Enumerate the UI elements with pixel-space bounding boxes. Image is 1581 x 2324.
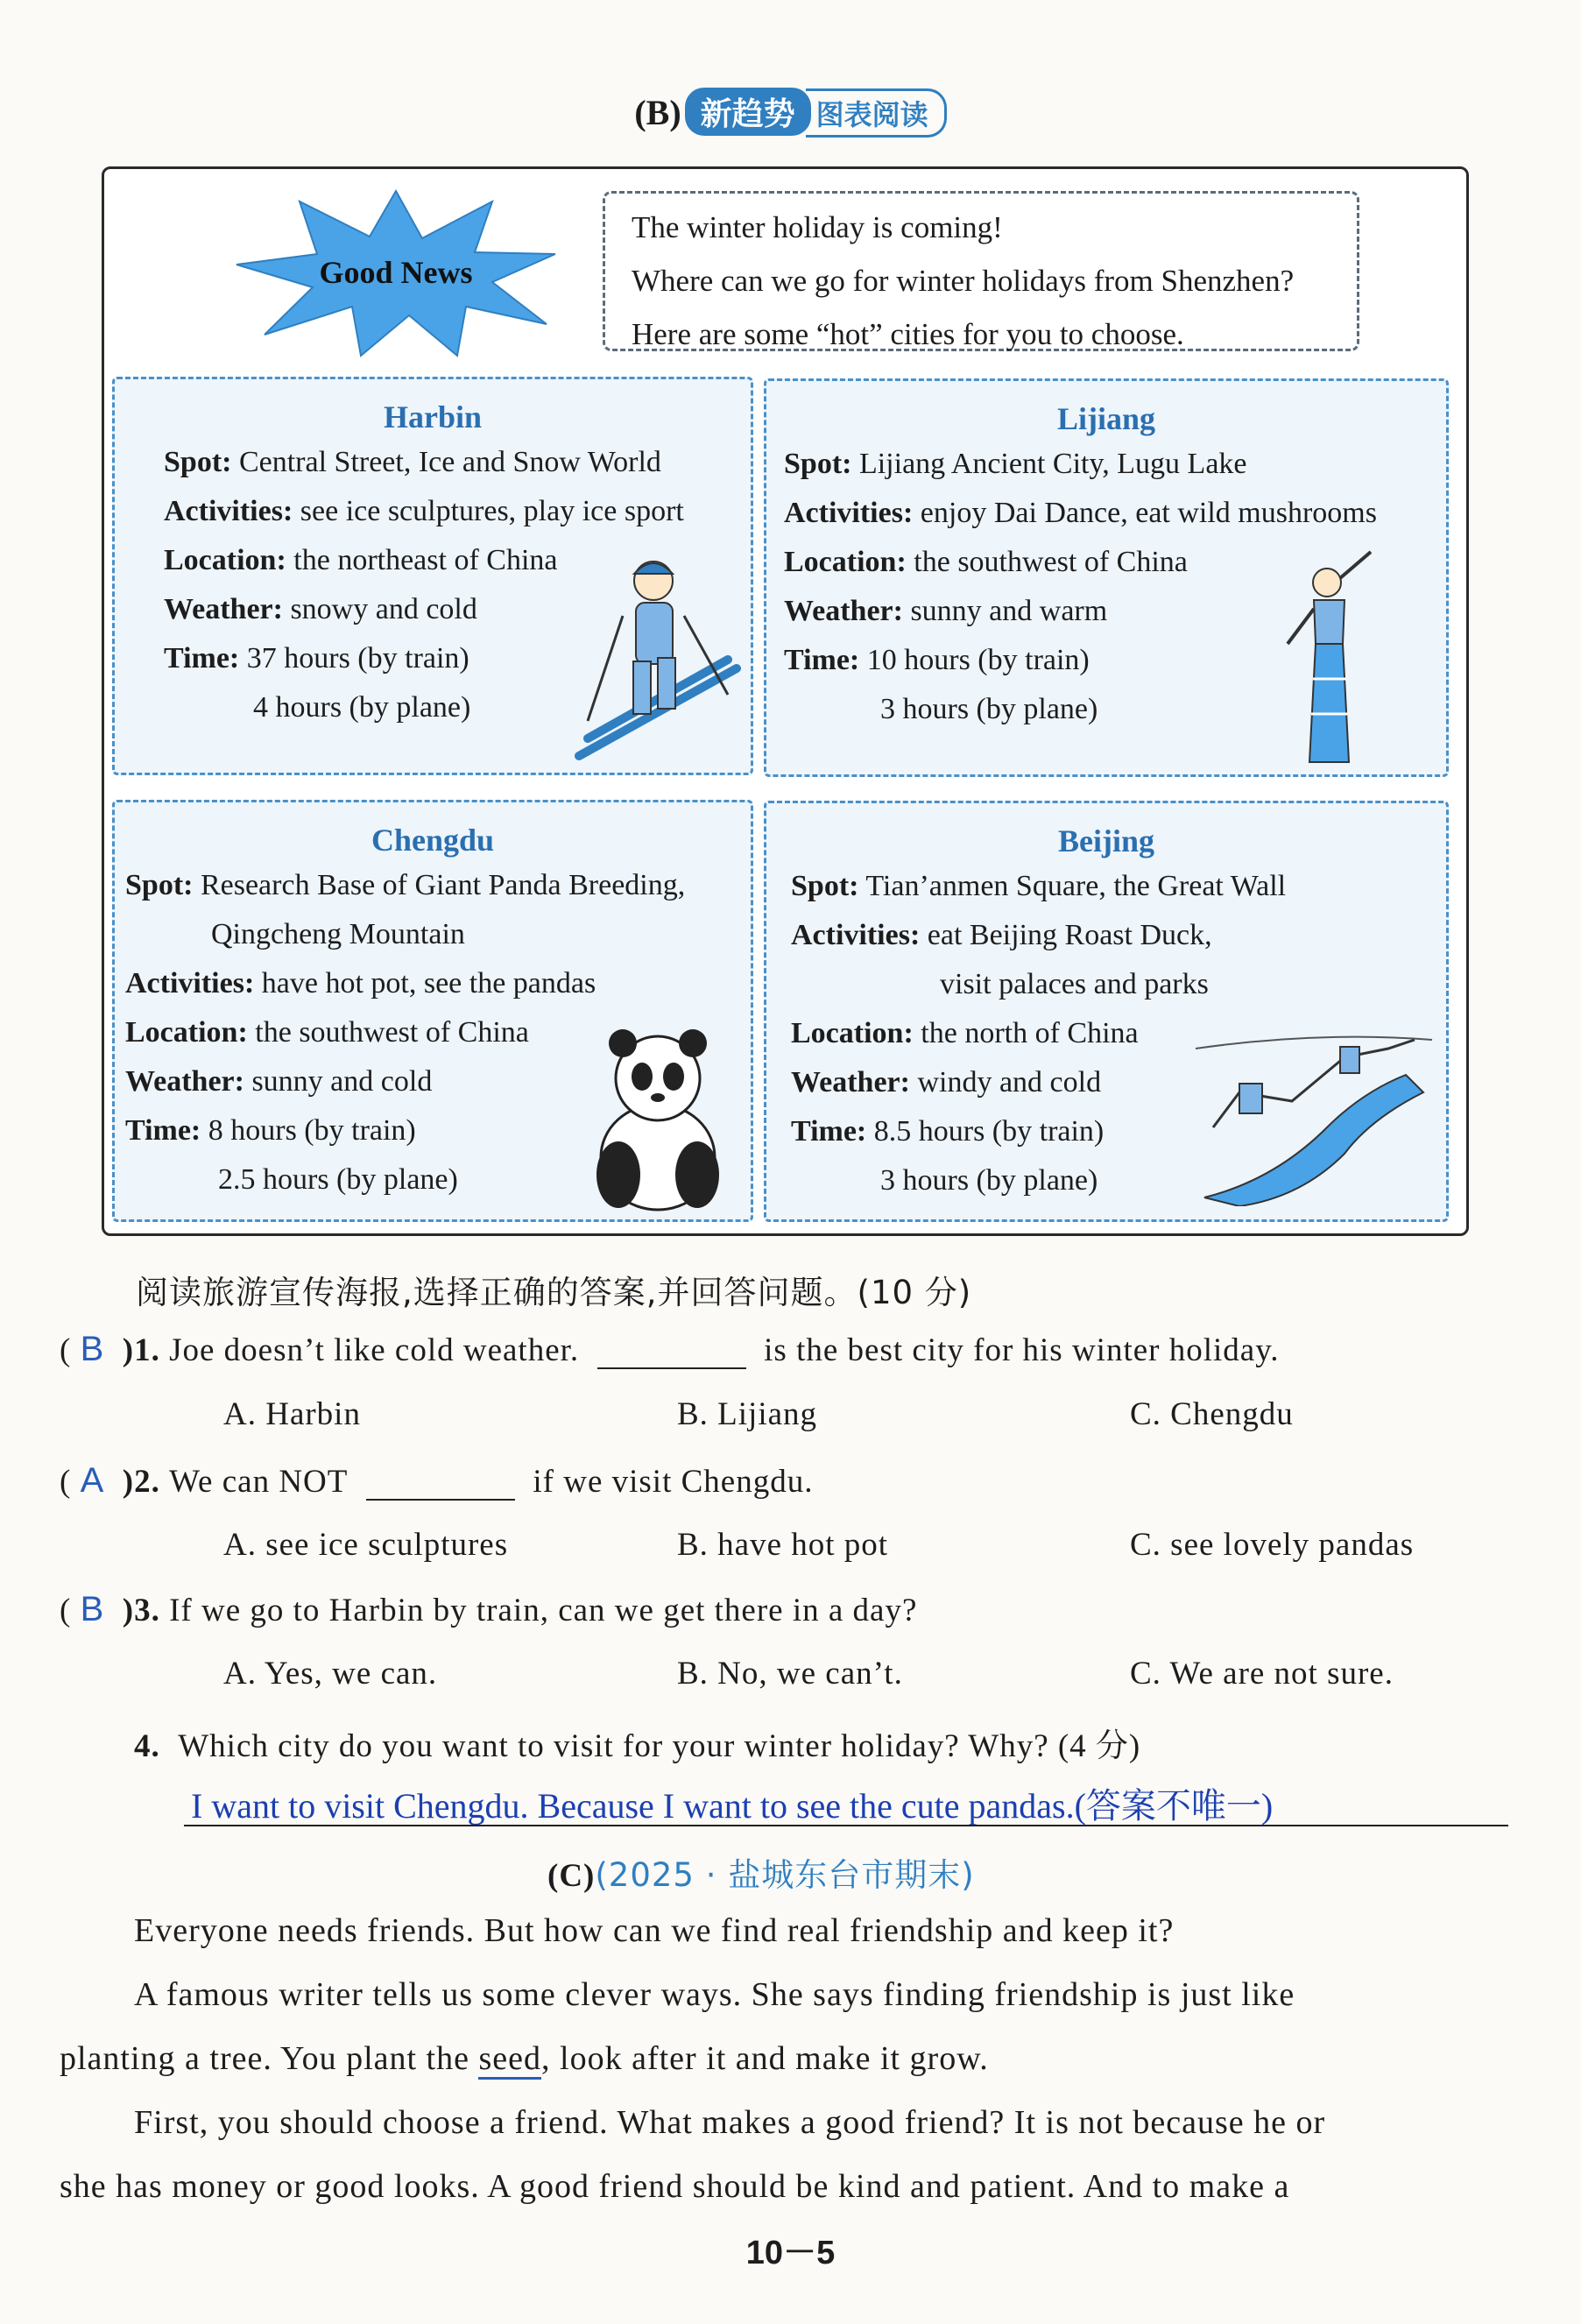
question-2: ( A )2. We can NOT if we visit Chengdu.: [60, 1461, 814, 1500]
section-c-header: [547, 1848, 975, 1896]
city-spot: Spot: Tian’anmen Square, the Great Wall: [791, 870, 1287, 902]
page-number: 10－5: [745, 2235, 836, 2271]
city-time-plane: 2.5 hours (by plane): [218, 1163, 458, 1196]
great-wall-icon: [1187, 1022, 1441, 1206]
section-b-tag-trend: 新趋势: [685, 88, 811, 136]
city-card-chengdu: [112, 800, 753, 1222]
question-3: ( B )3. If we go to Harbin by train, can we get there in a day?: [60, 1590, 918, 1628]
city-time-plane: 4 hours (by plane): [253, 691, 471, 724]
city-weather: Weather: sunny and cold: [125, 1065, 433, 1098]
q1-option-c[interactable]: C. Chengdu: [1130, 1396, 1294, 1432]
city-spot-continued: Qingcheng Mountain: [211, 918, 465, 950]
skier-icon: [561, 555, 745, 765]
city-card-lijiang: [764, 378, 1449, 777]
q2-option-a[interactable]: A. see ice sculptures: [223, 1527, 509, 1563]
section-b-label: (B): [634, 93, 681, 132]
city-name: Chengdu: [371, 823, 495, 858]
city-activities: Activities: see ice sculptures, play ice sport: [164, 495, 684, 527]
intro-line-1: The winter holiday is coming!: [632, 210, 1003, 244]
city-location: Location: the north of China: [791, 1017, 1139, 1049]
city-activities-continued: visit palaces and parks: [940, 968, 1209, 1000]
question-4: 4. Which city do you want to visit for your winter holiday? Why? (4 分): [134, 1728, 1141, 1764]
intro-line-3: Here are some “hot” cities for you to choose.: [632, 317, 1184, 351]
panda-icon: [579, 1026, 737, 1214]
q3-option-c[interactable]: C. We are not sure.: [1130, 1656, 1394, 1692]
section-c-source: (2025 · 盐城东台市期末): [595, 1856, 975, 1894]
section-b-tag-chart: 图表阅读: [806, 88, 947, 138]
city-activities: Activities: enjoy Dai Dance, eat wild mushrooms: [784, 497, 1377, 529]
city-time-train: Time: 8 hours (by train): [125, 1114, 416, 1147]
passage-line-2: A famous writer tells us some clever ways. She says finding friendship is just like: [134, 1976, 1295, 2013]
instruction: 阅读旅游宣传海报,选择正确的答案,并回答问题。(10 分): [136, 1274, 972, 1311]
city-activities: Activities: eat Beijing Roast Duck,: [791, 919, 1212, 951]
answer-blank[interactable]: [597, 1341, 746, 1369]
answer-mark: B: [80, 1330, 105, 1368]
good-news-badge: [229, 184, 562, 359]
q1-option-b[interactable]: B. Lijiang: [677, 1396, 818, 1432]
city-time-plane: 3 hours (by plane): [880, 1164, 1098, 1197]
city-weather: Weather: sunny and warm: [784, 595, 1108, 627]
city-time-plane: 3 hours (by plane): [880, 693, 1098, 725]
city-card-beijing: [764, 801, 1449, 1222]
question-1: ( B )1. Joe doesn’t like cold weather. is the best city for his winter holiday.: [60, 1330, 1280, 1368]
answer-blank[interactable]: [366, 1473, 515, 1501]
q2-option-b[interactable]: B. have hot pot: [677, 1527, 889, 1563]
answer-underline: [184, 1825, 1508, 1826]
section-c-label: (C): [547, 1858, 596, 1894]
city-name: Beijing: [1057, 823, 1154, 858]
city-time-train: Time: 8.5 hours (by train): [791, 1115, 1105, 1148]
city-location: Location: the southwest of China: [125, 1016, 529, 1049]
city-weather: Weather: windy and cold: [791, 1066, 1102, 1098]
city-spot: Spot: Central Street, Ice and Snow World: [164, 446, 661, 478]
city-spot: Spot: Lijiang Ancient City, Lugu Lake: [784, 448, 1247, 480]
q3-option-b[interactable]: B. No, we can’t.: [677, 1656, 903, 1692]
q3-option-a[interactable]: A. Yes, we can.: [223, 1656, 438, 1692]
answer-mark: A: [80, 1461, 105, 1500]
city-location: Location: the southwest of China: [784, 546, 1188, 578]
city-weather: Weather: snowy and cold: [164, 593, 477, 625]
city-activities: Activities: have hot pot, see the pandas: [125, 967, 596, 1000]
intro-line-2: Where can we go for winter holidays from Shenzhen?: [632, 264, 1295, 298]
city-spot: Spot: Research Base of Giant Panda Breeding,: [125, 869, 686, 901]
dancer-icon: [1274, 547, 1388, 771]
passage-line-1: Everyone needs friends. But how can we find real friendship and keep it?: [134, 1912, 1175, 1949]
city-location: Location: the northeast of China: [164, 544, 558, 576]
good-news-text: Good News: [319, 255, 473, 290]
q4-answer[interactable]: I want to visit Chengdu. Because I want to see the cute pandas.(答案不唯一): [191, 1786, 1274, 1826]
q2-option-c[interactable]: C. see lovely pandas: [1130, 1527, 1415, 1563]
city-time-train: Time: 10 hours (by train): [784, 644, 1090, 676]
city-card-harbin: [112, 377, 753, 775]
section-b-header: [0, 88, 1581, 138]
underlined-word: seed: [478, 2040, 541, 2080]
q1-option-a[interactable]: A. Harbin: [223, 1396, 361, 1432]
answer-mark: B: [80, 1590, 105, 1628]
city-name: Lijiang: [1056, 401, 1156, 436]
passage-line-3: planting a tree. You plant the seed, look after it and make it grow.: [60, 2039, 989, 2078]
passage-line-5: she has money or good looks. A good friend should be kind and patient. And to make a: [60, 2168, 1290, 2205]
poster-intro: [603, 191, 1359, 351]
city-time-train: Time: 37 hours (by train): [164, 642, 469, 675]
city-name: Harbin: [383, 399, 483, 434]
passage-line-4: First, you should choose a friend. What makes a good friend? It is not because he or: [134, 2104, 1326, 2141]
